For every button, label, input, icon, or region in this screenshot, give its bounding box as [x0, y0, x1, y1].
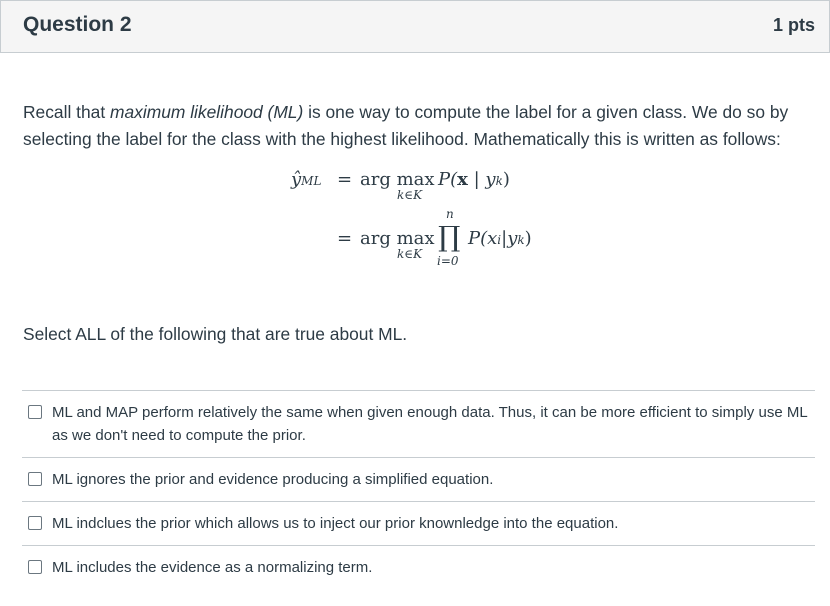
- eq-expr-1-x: x: [457, 169, 468, 190]
- answer-option-4[interactable]: [22, 546, 815, 589]
- eq-equals-2: =: [337, 228, 353, 249]
- eq-prod: ∏: [438, 220, 461, 253]
- eq-expr-2: [468, 228, 532, 249]
- checkbox-2[interactable]: [28, 472, 42, 486]
- eq-lhs-symbol: ŷ: [291, 169, 302, 190]
- eq-argmax-1: arg max: [360, 169, 435, 190]
- eq-expr-2-close: ): [524, 228, 532, 249]
- answer-option-3[interactable]: [22, 502, 815, 546]
- eq-expr-2-mid: |y: [501, 228, 518, 249]
- eq-expr-1-close: ): [502, 169, 510, 190]
- eq-expr-1-p: P(: [438, 169, 458, 190]
- eq-expr-2-sub-i: i: [497, 233, 502, 247]
- eq-equals-1: =: [337, 169, 353, 190]
- eq-argmax-sub-2: k∈K: [397, 247, 423, 261]
- eq-expr-1-sub: k: [495, 174, 503, 188]
- eq-expr-1-rest: | y: [467, 169, 496, 190]
- checkbox-1[interactable]: [28, 405, 42, 419]
- answer-option-2[interactable]: [22, 458, 815, 502]
- eq-expr-2-p: P(x: [468, 228, 498, 249]
- equation-line-1: [291, 169, 321, 190]
- eq-argmax-2: arg max: [360, 228, 435, 249]
- eq-lhs-sub: ML: [301, 174, 322, 188]
- answer-label-4: ML includes the evidence as a normalizing term.: [52, 559, 373, 576]
- intro-text-after: is one way to compute the label for a given class. We do so by selecting the label for the class with the highest likelihood. Mathematically this is written as follows:: [23, 102, 789, 149]
- eq-prod-top: n: [446, 207, 454, 221]
- eq-argmax-sub-1: k∈K: [397, 188, 423, 202]
- checkbox-3[interactable]: [28, 516, 42, 530]
- question-title: Question 2: [23, 13, 132, 36]
- question-prompt: Select ALL of the following that are true about ML.: [23, 324, 408, 344]
- eq-expr-2-sub-k: k: [517, 233, 525, 247]
- eq-prod-bottom: i=0: [437, 254, 459, 268]
- answer-label-3: ML indclues the prior which allows us to inject our prior knownledge into the equation.: [52, 515, 619, 532]
- intro-text-before: Recall that: [23, 102, 110, 122]
- answer-list: [22, 390, 815, 589]
- question-intro: [23, 99, 818, 153]
- eq-expr-1: [438, 169, 510, 190]
- answer-option-1[interactable]: [22, 391, 815, 458]
- question-header: [0, 0, 830, 53]
- checkbox-4[interactable]: [28, 560, 42, 574]
- answer-label-1: ML and MAP perform relatively the same when given enough data. Thus, it can be more efficient to simply use ML as we don't need to compute the prior.: [52, 404, 808, 444]
- intro-emphasis: maximum likelihood (ML): [110, 102, 304, 122]
- answer-label-2: ML ignores the prior and evidence producing a simplified equation.: [52, 471, 494, 488]
- question-points: 1 pts: [772, 15, 815, 35]
